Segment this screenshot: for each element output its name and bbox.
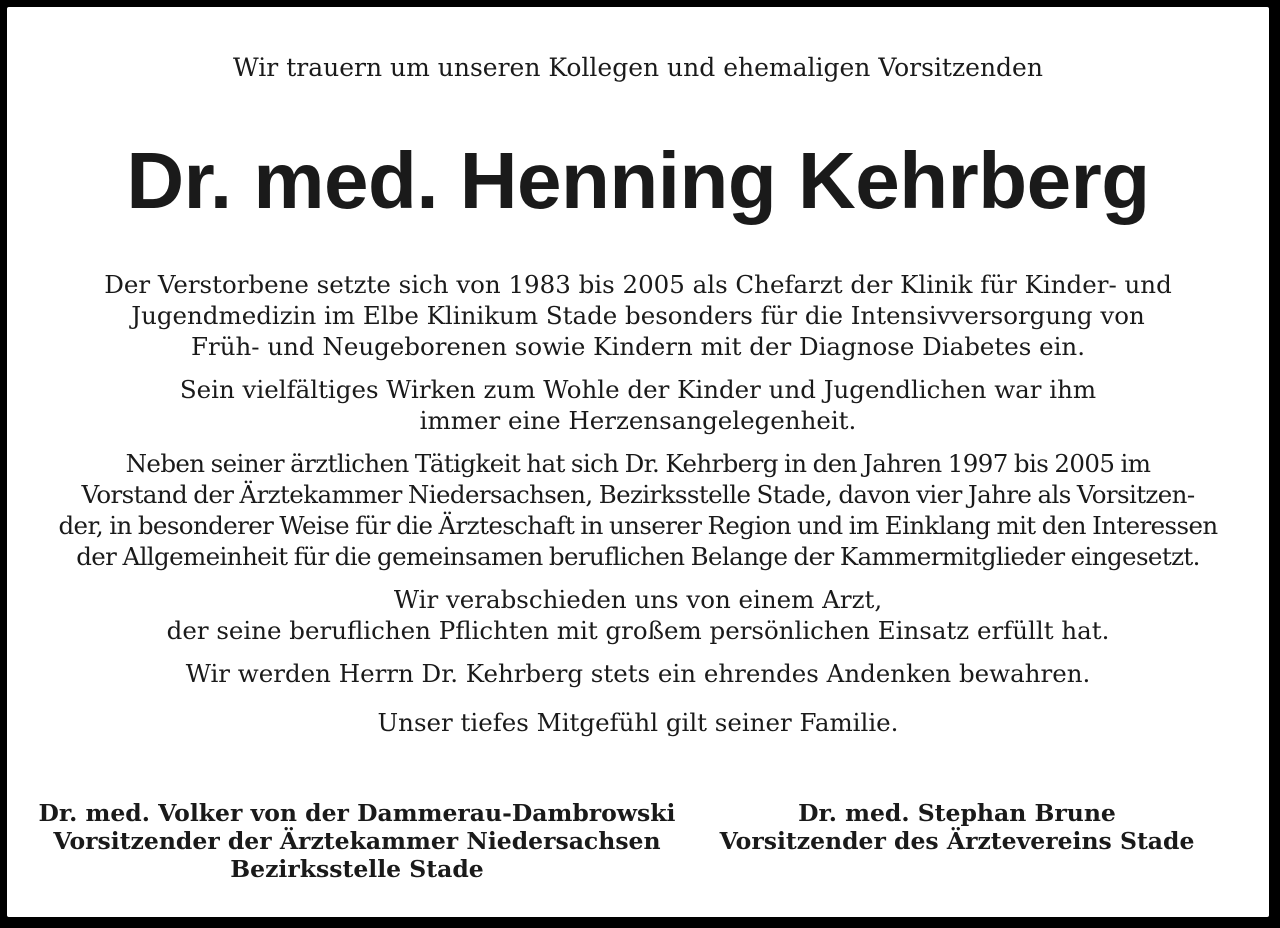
signatory-title: Vorsitzender des Ärztevereins Stade	[719, 827, 1195, 855]
intro-line: Wir trauern um unseren Kollegen und ehemaligen Vorsitzenden	[233, 53, 1043, 82]
signature-left	[27, 799, 687, 883]
signatory-title: Vorsitzender der Ärztekammer Niedersachsen	[53, 827, 661, 855]
paragraph-remembrance	[43, 658, 1233, 689]
text-line: Unser tiefes Mitgefühl gilt seiner Familie.	[377, 708, 899, 737]
obituary-notice	[7, 7, 1269, 917]
paragraph-chamber	[43, 448, 1233, 572]
text-line: Der Verstorbene setzte sich von 1983 bis 2005 als Chefarzt der Klinik für Kinder- und	[104, 270, 1172, 299]
signature-right	[697, 799, 1217, 855]
signatory-name: Dr. med. Volker von der Dammerau-Dambrowski	[38, 799, 676, 827]
text-line: der Allgemeinheit für die gemeinsamen beruflichen Belange der Kammermitglieder eingesetzt.	[76, 542, 1200, 571]
paragraph-dedication	[43, 374, 1233, 436]
text-line: Wir werden Herrn Dr. Kehrberg stets ein ehrendes Andenken bewahren.	[185, 659, 1091, 688]
text-line: der seine beruflichen Pflichten mit großem persönlichen Einsatz erfüllt hat.	[166, 616, 1110, 645]
signatory-office: Bezirksstelle Stade	[230, 855, 484, 883]
text-line: der, in besonderer Weise für die Ärzteschaft in unserer Region und im Einklang mit den Interessen	[58, 511, 1218, 540]
deceased-name: Dr. med. Henning Kehrberg	[126, 136, 1150, 225]
text-line: Sein vielfältiges Wirken zum Wohle der Kinder und Jugendlichen war ihm	[179, 375, 1097, 404]
text-line: Vorstand der Ärztekammer Niedersachsen, Bezirksstelle Stade, davon vier Jahre als Vorsitzen-	[81, 480, 1195, 509]
text-line: Neben seiner ärztlichen Tätigkeit hat sich Dr. Kehrberg in den Jahren 1997 bis 2005 im	[125, 449, 1151, 478]
signatory-name: Dr. med. Stephan Brune	[798, 799, 1116, 827]
text-line: Früh- und Neugeborenen sowie Kindern mit der Diagnose Diabetes ein.	[191, 332, 1085, 361]
text-line: Jugendmedizin im Elbe Klinikum Stade besonders für die Intensivversorgung von	[131, 301, 1145, 330]
paragraph-career	[43, 269, 1233, 362]
text-line: immer eine Herzensangelegenheit.	[419, 406, 857, 435]
paragraph-condolence	[43, 707, 1233, 738]
text-line: Wir verabschieden uns von einem Arzt,	[393, 585, 883, 614]
obituary-body	[43, 269, 1233, 738]
paragraph-farewell	[43, 584, 1233, 646]
